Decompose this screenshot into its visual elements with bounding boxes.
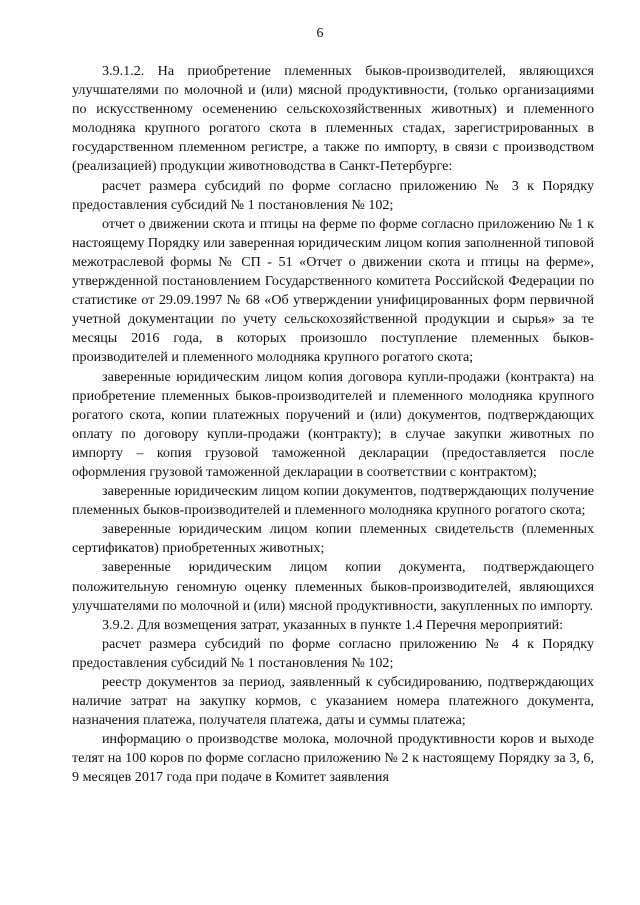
paragraph-breeding-certificates: заверенные юридическим лицом копии племенных свидетельств (племенных сертификатов) приобретенных животных;: [72, 521, 594, 557]
paragraph-receipt-documents: заверенные юридическим лицом копии документов, подтверждающих получение племенных быков-производителей и племенного молодняка крупного рогатого скота;: [72, 483, 594, 519]
paragraph-purchase-contract: заверенные юридическим лицом копия договора купли-продажи (контракта) на приобретение племенных быков-производителей и племенного молодняка крупного рогатого скота, копии платежных поручений и (или) документов, подтверждающих оплату по договору купли-продажи (контракту); в случае закупки животных по импорту – копия грузовой таможенной декларации (предоставляется после оформления грузовой таможенной декларации в соответствии с контрактом);: [72, 368, 594, 480]
paragraph-feed-cost-register: реестр документов за период, заявленный к субсидированию, подтверждающих наличие затрат на закупку кормов, с указанием номера платежного документа, назначения платежа, получателя платежа, даты и суммы платежа;: [72, 674, 594, 729]
page-number: 6: [316, 26, 324, 41]
paragraph-genomic-assessment: заверенные юридическим лицом копии документа, подтверждающего положительную геномную оценку племенных быков-производителей, являющихся улучшателями по молочной и (или) мясной продуктивности, закупленных по импорту.: [72, 559, 594, 614]
paragraph-subsidy-calculation: расчет размера субсидий по форме согласно приложению № 3 к Порядку предоставления субсидий № 1 постановления № 102;: [72, 177, 594, 213]
paragraph-3-9-2: 3.9.2. Для возмещения затрат, указанных в пункте 1.4 Перечня мероприятий:: [102, 616, 564, 633]
paragraph-subsidy-calculation-form-4: расчет размера субсидий по форме согласно приложению № 4 к Порядку предоставления субсидий № 1 постановления № 102;: [72, 635, 594, 671]
paragraph-milk-production-info: информацию о производстве молока, молочной продуктивности коров и выходе телят на 100 коров по форме согласно приложению № 2 к настоящему Порядку за 3, 6, 9 месяцев 2017 года при подаче в Комитет заявления: [72, 731, 594, 786]
document-body: [72, 62, 594, 788]
paragraph-livestock-report: отчет о движении скота и птицы на ферме по форме согласно приложению № 1 к настоящему Порядку или заверенная юридическим лицом копия заполненной типовой межотраслевой формы № СП - 51 «Отчет о движении скота и птицы на ферме», утвержденной постановлением Государственного комитета Российской Федерации по статистике от 29.09.1997 № 68 «Об утверждении унифицированных форм первичной учетной документации по учету сельскохозяйственной продукции и сырья» за те месяцы 2016 года, в которых произошло поступление племенных быков-производителей и племенного молодняка крупного рогатого скота;: [72, 215, 594, 366]
paragraph-3-9-1-2: 3.9.1.2. На приобретение племенных быков-производителей, являющихся улучшателями по молочной и (или) мясной продуктивности, (только организациями по искусственному осеменению сельскохозяйственных животных) и племенного молодняка крупного рогатого скота в племенных стадах, зарегистрированных в государственном племенном регистре, а также по импорту, в связи с производством (реализацией) продукции животноводства в Санкт-Петербурге:: [72, 63, 594, 175]
